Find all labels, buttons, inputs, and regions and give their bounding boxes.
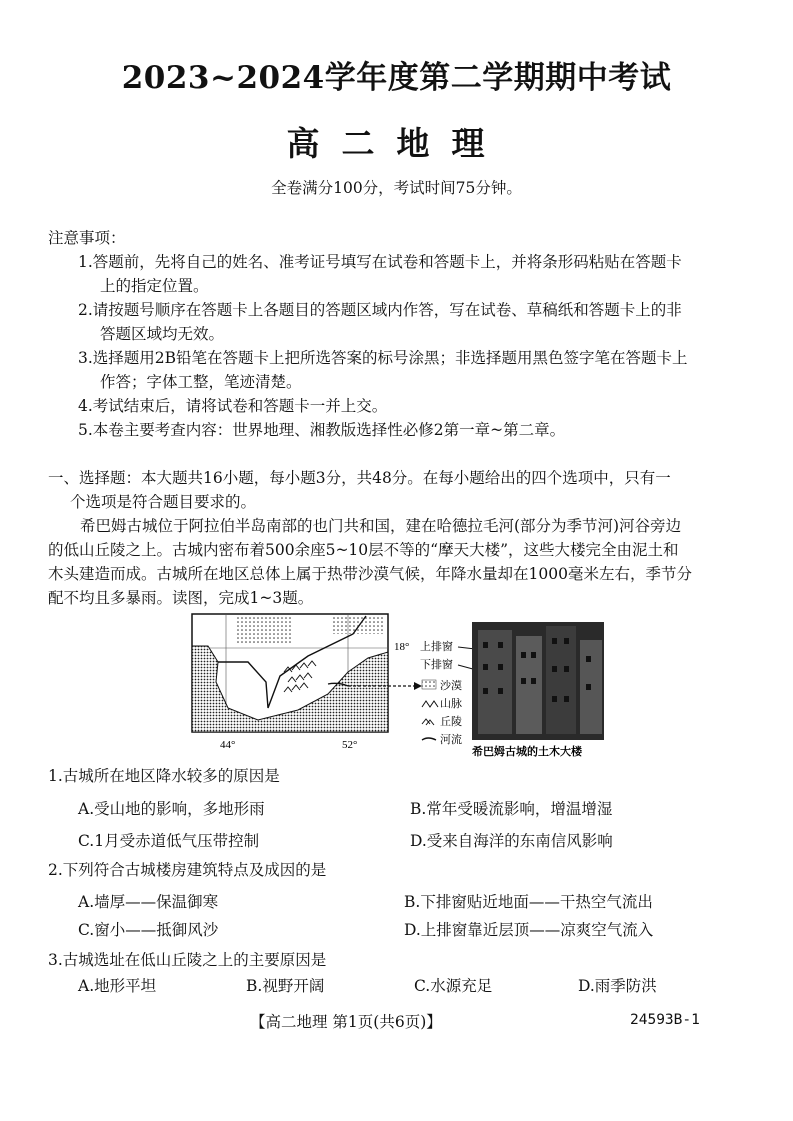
legend [422, 678, 462, 746]
legend-desert: 沙漠 [440, 679, 462, 692]
note-5: 5.本卷主要考查内容：世界地理、湘教版选择性必修2第一章~第二章。 [78, 421, 566, 439]
passage-line-4: 配不均且多暴雨。读图，完成1~3题。 [48, 589, 314, 607]
passage-line-1: 希巴姆古城位于阿拉伯半岛南部的也门共和国，建在哈德拉毛河(部分为季节河)河谷旁边 [80, 517, 682, 535]
note-3-line2: 作答；字体工整，笔迹清楚。 [100, 373, 302, 391]
question-1-option-c[interactable]: C.1月受赤道低气压带控制 [78, 832, 260, 850]
building-photo [472, 622, 604, 740]
question-3-stem: 3.古城选址在低山丘陵之上的主要原因是 [48, 951, 327, 969]
longitude-right-label: 52° [342, 739, 358, 751]
exam-title: 2023~2024学年度第二学期期中考试 [121, 60, 672, 96]
note-1-line1: 1.答题前，先将自己的姓名、准考证号填写在试卷和答题卡上，并将条形码粘贴在答题卡 [78, 253, 682, 271]
note-2-line2: 答题区域均无效。 [100, 325, 225, 343]
question-2-stem: 2.下列符合古城楼房建筑特点及成因的是 [48, 861, 327, 879]
question-3-option-d[interactable]: D.雨季防洪 [578, 977, 657, 995]
question-1-option-a[interactable]: A.受山地的影响，多地形雨 [78, 800, 265, 818]
longitude-left-label: 44° [220, 739, 236, 751]
question-3-option-c[interactable]: C.水源充足 [414, 977, 493, 995]
window-bottom-label: 下排窗 [420, 658, 453, 671]
subject-title: 高二地理 [286, 124, 507, 163]
note-4: 4.考试结束后，请将试卷和答题卡一并上交。 [78, 397, 388, 415]
question-1-option-b[interactable]: B.常年受暖流影响，增温增湿 [410, 800, 613, 818]
section-heading-line2: 个选项是符合题目要求的。 [70, 493, 257, 511]
question-2-option-a[interactable]: A.墙厚——保温御寒 [78, 893, 219, 911]
photo-caption: 希巴姆古城的土木大楼 [472, 745, 582, 758]
note-2-line1: 2.请按题号顺序在答题卡上各题目的答题区域内作答，写在试卷、草稿纸和答题卡上的非 [78, 301, 682, 319]
notes-heading: 注意事项： [48, 229, 126, 247]
question-2-option-c[interactable]: C.窗小——抵御风沙 [78, 921, 219, 939]
question-2-option-d[interactable]: D.上排窗靠近层顶——凉爽空气流入 [404, 921, 654, 939]
question-1-stem: 1.古城所在地区降水较多的原因是 [48, 767, 280, 785]
page-footer: 【高二地理 第1页(共6页)】 [250, 1013, 442, 1031]
section-heading-line1: 一、选择题：本大题共16小题，每小题3分，共48分。在每小题给出的四个选项中，只有一 [48, 469, 671, 487]
latitude-label: 18° [394, 641, 410, 653]
question-3-option-b[interactable]: B.视野开阔 [246, 977, 325, 995]
window-top-label: 上排窗 [420, 640, 453, 653]
passage-line-3: 木头建造而成。古城所在地区总体上属于热带沙漠气候，年降水量却在1000毫米左右，季节分 [48, 565, 692, 583]
question-1-option-d[interactable]: D.受来自海洋的东南信风影响 [410, 832, 613, 850]
paper-code: 24593B-1 [630, 1012, 700, 1028]
question-3-option-a[interactable]: A.地形平坦 [78, 977, 157, 995]
figure-map-and-photo [188, 612, 608, 760]
legend-river: 河流 [440, 733, 462, 746]
legend-hills: 丘陵 [440, 715, 462, 728]
legend-mountain: 山脉 [440, 697, 462, 710]
exam-info: 全卷满分100分，考试时间75分钟。 [271, 179, 522, 197]
note-1-line2: 上的指定位置。 [100, 277, 209, 295]
note-3-line1: 3.选择题用2B铅笔在答题卡上把所选答案的标号涂黑；非选择题用黑色签字笔在答题卡上 [78, 349, 688, 367]
passage-line-2: 的低山丘陵之上。古城内密布着500余座5~10层不等的“摩天大楼”，这些大楼完全由泥土和 [48, 541, 679, 559]
question-2-option-b[interactable]: B.下排窗贴近地面——干热空气流出 [404, 893, 653, 911]
